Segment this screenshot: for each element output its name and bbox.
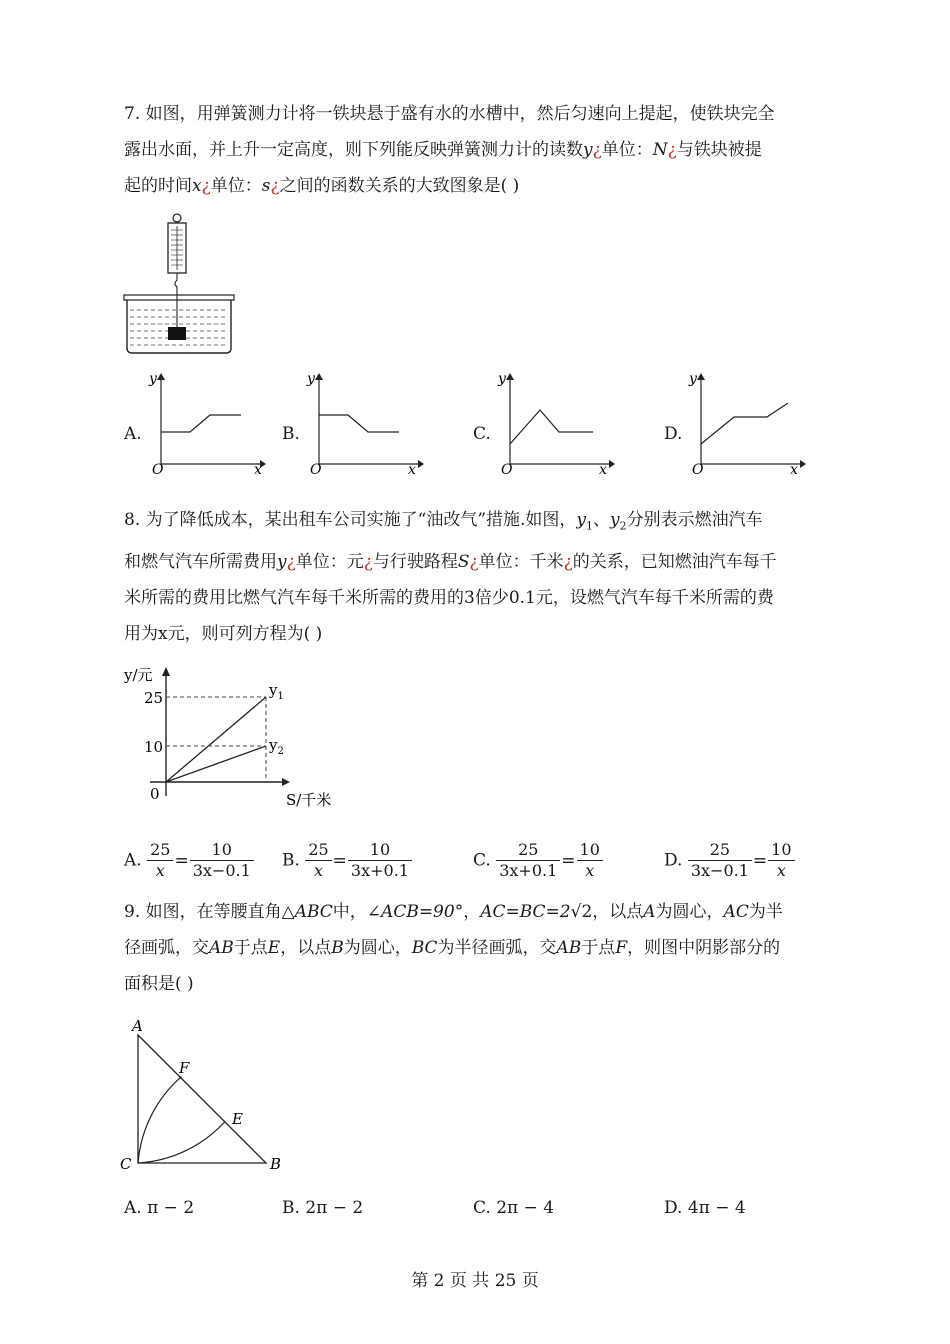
q7-a-x-label: x	[254, 462, 262, 478]
question-7	[124, 96, 864, 204]
q9-label-c: C	[120, 1155, 132, 1173]
q7-d-x-label: x	[790, 462, 798, 478]
q8-origin: 0	[150, 785, 160, 803]
q7-b-x-label: x	[408, 462, 416, 478]
q7-option-d-label: D.	[664, 424, 683, 444]
q7-c-y-label: y	[498, 371, 506, 387]
q7-line-1: 7. 如图，用弹簧测力计将一铁块悬于盛有水的水槽中，然后匀速向上提起，使铁块完全	[124, 104, 775, 124]
q8-y-axis-label: y/元	[124, 666, 153, 684]
q9-line-3: 面积是( )	[124, 974, 194, 994]
question-9	[124, 894, 864, 1002]
q7-d-y-label: y	[689, 371, 697, 387]
q7-line-2: 露出水面，并上升一定高度，则下列能反映弹簧测力计的读数y¿单位：N¿与铁块被提	[124, 140, 762, 160]
q8-line-y1-label: $y_1$	[269, 681, 284, 702]
question-8	[124, 502, 864, 652]
q7-c-origin: O	[501, 462, 513, 478]
q7-tank-figure	[122, 210, 238, 356]
q8-tick-10: 10	[144, 738, 164, 756]
q8-option-b: B. $\frac{25}{x}$ = $\frac{10}{3x+0.1}$	[282, 840, 412, 881]
q8-line-4: 用为x元，则可列方程为( )	[124, 624, 323, 645]
q7-b-y-label: y	[307, 371, 315, 387]
q9-label-e: E	[232, 1110, 243, 1128]
q8-cost-graph	[124, 660, 354, 810]
q8-line-3: 米所需的费用比燃气汽车每千米所需的费用的3倍少0.1元，设燃气汽车每千米所需的费	[124, 588, 774, 609]
q8-option-d: D. $\frac{25}{3x-0.1}$ = $\frac{10}{x}$	[664, 840, 795, 881]
q8-line-y2-label: $y_2$	[269, 736, 284, 757]
q7-d-origin: O	[692, 462, 704, 478]
q8-option-a: A. $\frac{25}{x}$ = $\frac{10}{3x-0.1}$	[124, 840, 254, 881]
q9-label-a: A	[132, 1017, 143, 1035]
q7-option-a-label: A.	[124, 424, 142, 444]
q8-tick-25: 25	[144, 689, 164, 707]
q7-option-a-graph	[148, 372, 264, 478]
q8-line-1: 8. 为了降低成本，某出租车公司实施了“油改气”措施.如图，$y_1$、$y_2$分别表示燃油汽车	[124, 510, 763, 533]
q7-option-d-graph	[688, 372, 804, 478]
q9-label-b: B	[270, 1155, 282, 1173]
q7-line-3: 起的时间x¿单位：s¿之间的函数关系的大致图象是( )	[124, 176, 520, 196]
q9-triangle-figure	[118, 1016, 293, 1174]
q9-line-2: 径画弧，交AB于点E，以点B为圆心，BC为半径画弧，交AB于点F，则图中阴影部分的	[124, 938, 781, 958]
q7-a-y-label: y	[149, 371, 157, 387]
q8-option-c: C. $\frac{25}{3x+0.1}$ = $\frac{10}{x}$	[473, 840, 603, 881]
q8-x-axis-label: S/千米	[286, 791, 332, 809]
page-footer: 第 2 页 共 25 页	[411, 1271, 539, 1291]
q7-option-c-label: C.	[473, 424, 491, 444]
q9-option-a: A. π − 2	[124, 1198, 195, 1218]
q7-c-x-label: x	[599, 462, 607, 478]
q7-option-b-label: B.	[282, 424, 300, 444]
q7-option-c-graph	[497, 372, 613, 478]
q7-a-origin: O	[152, 462, 164, 478]
q7-option-b-graph	[306, 372, 422, 478]
q9-label-f: F	[179, 1059, 190, 1077]
q8-line-2: 和燃气汽车所需费用y¿单位：元¿与行驶路程S¿单位：千米¿的关系，已知燃油汽车每千	[124, 552, 777, 573]
q9-option-c: C. 2π − 4	[473, 1198, 555, 1218]
q7-b-origin: O	[310, 462, 322, 478]
q9-option-d: D. 4π − 4	[664, 1198, 746, 1218]
q9-option-b: B. 2π − 2	[282, 1198, 364, 1218]
q9-line-1: 9. 如图，在等腰直角△ABC中，∠ACB=90°，AC=BC=2√2，以点A为圆心，AC为半	[124, 902, 783, 922]
